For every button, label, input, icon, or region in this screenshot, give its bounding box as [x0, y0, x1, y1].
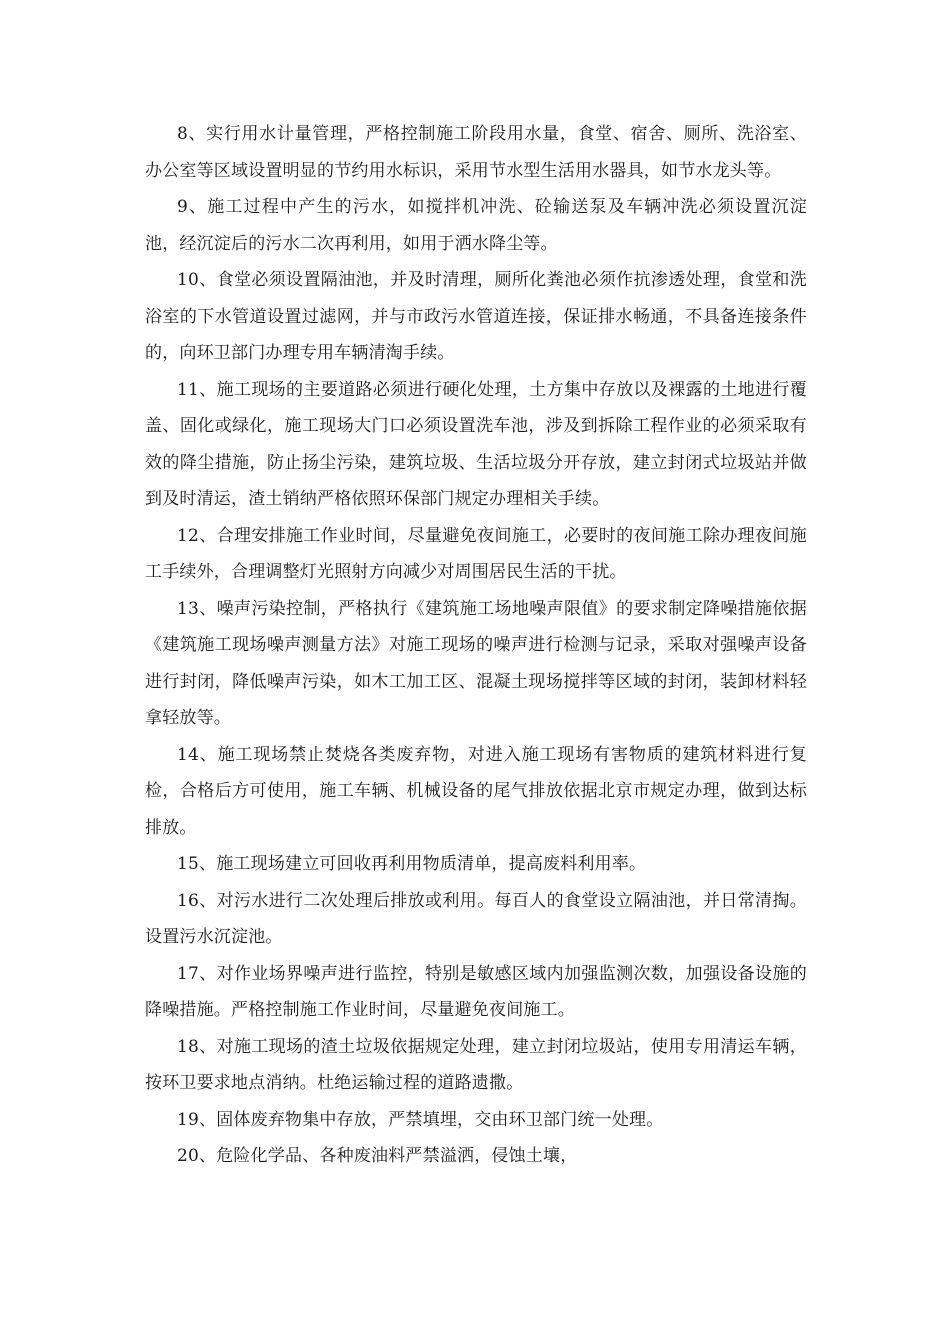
paragraph-item-19: 19、固体废弃物集中存放，严禁填埋，交由环卫部门统一处理。	[177, 1109, 664, 1130]
paragraph-item-18: 18、对施工现场的渣土垃圾依据规定处理，建立封闭垃圾站，使用专用清运车辆，按环卫要求地点消纳。杜绝运输过程的道路遗撒。	[145, 1036, 807, 1093]
paragraph-item-9: 9、施工过程中产生的污水，如搅拌机冲洗、砼输送泵及车辆冲洗必须设置沉淀池，经沉淀后的污水二次再利用，如用于洒水降尘等。	[145, 197, 807, 254]
paragraph-item-11: 11、施工现场的主要道路必须进行硬化处理，土方集中存放以及裸露的土地进行覆盖、固化或绿化，施工现场大门口必须设置洗车池，涉及到拆除工程作业的必须采取有效的降尘措施，防止扬尘污染，建筑垃圾、生活垃圾分开存放，建立封闭式垃圾站并做到及时清运，渣土销纳严格依照环保部门规定办理相关手续。	[145, 379, 807, 509]
paragraph-item-17: 17、对作业场界噪声进行监控，特别是敏感区域内加强监测次数，加强设备设施的降噪措施。严格控制施工作业时间，尽量避免夜间施工。	[145, 963, 807, 1020]
paragraph-item-14: 14、施工现场禁止焚烧各类废弃物，对进入施工现场有害物质的建筑材料进行复检，合格后方可使用，施工车辆、机械设备的尾气排放依据北京市规定办理，做到达标排放。	[145, 744, 807, 838]
paragraph-item-15: 15、施工现场建立可回收再利用物质清单，提高废料利用率。	[177, 854, 647, 874]
paragraph-item-13: 13、噪声污染控制，严格执行《建筑施工场地噪声限值》的要求制定降噪措施依据《建筑施工现场噪声测量方法》对施工现场的噪声进行检测与记录，采取对强噪声设备进行封闭，降低噪声污染，如木工加工区、混凝土现场搅拌等区域的封闭，装卸材料轻拿轻放等。	[145, 598, 807, 728]
document-body	[145, 116, 807, 1175]
paragraph-item-20: 20、危险化学品、各种废油料严禁溢洒，侵蚀土壤，	[177, 1146, 578, 1166]
paragraph-item-8: 8、实行用水计量管理，严格控制施工阶段用水量，食堂、宿舍、厕所、洗浴室、办公室等区域设置明显的节约用水标识，采用节水型生活用水器具，如节水龙头等。	[145, 124, 807, 181]
paragraph-item-12: 12、合理安排施工作业时间，尽量避免夜间施工，必要时的夜间施工除办理夜间施工手续外，合理调整灯光照射方向减少对周围居民生活的干扰。	[145, 525, 807, 582]
paragraph-item-16: 16、对污水进行二次处理后排放或利用。每百人的食堂设立隔油池，并日常清掏。设置污水沉淀池。	[145, 890, 807, 947]
paragraph-item-10: 10、食堂必须设置隔油池，并及时清理，厕所化粪池必须作抗渗透处理，食堂和洗浴室的下水管道设置过滤网，并与市政污水管道连接，保证排水畅通，不具备连接条件的，向环卫部门办理专用车辆清淘手续。	[145, 270, 807, 363]
